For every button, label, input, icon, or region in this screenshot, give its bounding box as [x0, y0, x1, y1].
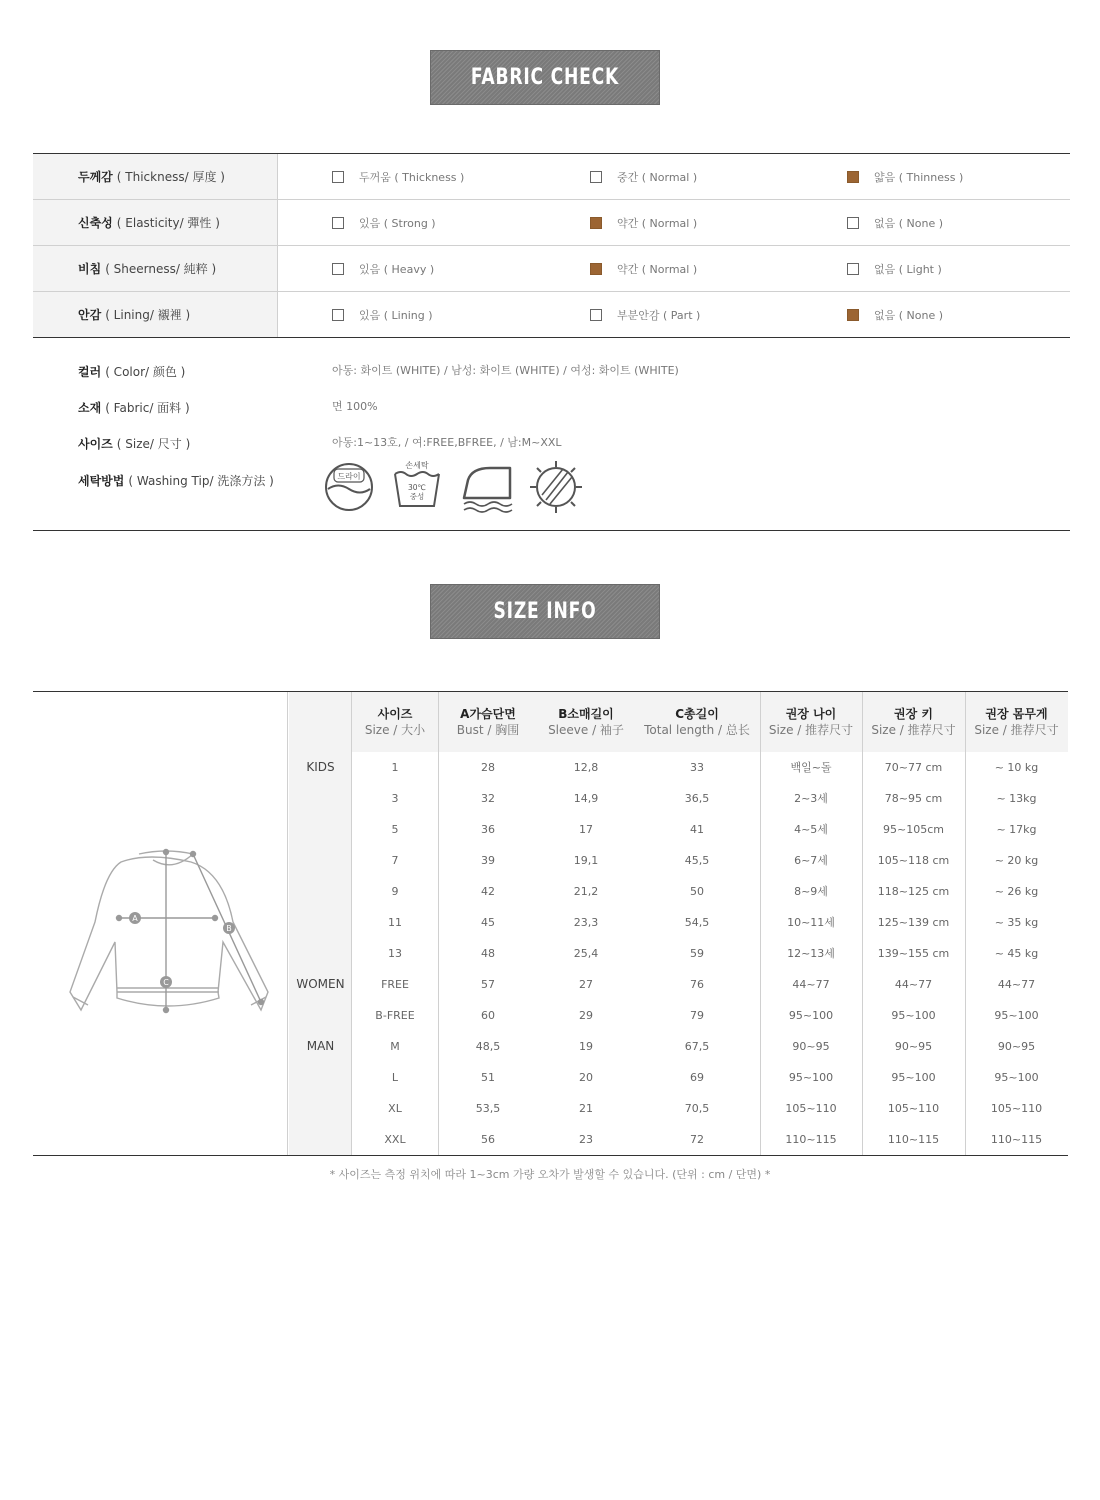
size-table-cell: 1 [391, 761, 399, 774]
size-header-ko: 권장 몸무게 [985, 707, 1048, 721]
info-label-rest: ( Fabric/ 面料 ) [105, 401, 190, 415]
size-table-cell: 118~125 cm [877, 885, 950, 898]
checkbox [332, 263, 344, 275]
fabric-check-title: FABRIC CHECK [470, 65, 620, 90]
fabric-option-label: 있음 ( Lining ) [359, 308, 433, 322]
size-header-ko: C총길이 [675, 707, 719, 721]
size-table-cell: 95~100 [994, 1071, 1039, 1084]
size-table-cell: ~ 17kg [996, 823, 1037, 836]
diagram-label-a: A [132, 914, 138, 923]
size-header-cell [634, 706, 760, 738]
info-fabric-value: 면 100% [332, 400, 378, 413]
fabric-label-ko: 비침 [78, 262, 102, 276]
size-table-cell: 48 [481, 947, 495, 960]
size-header-cell [760, 706, 862, 738]
size-table-cell: 백일~돌 [790, 761, 832, 774]
fabric-option [847, 292, 943, 337]
size-table-cell: 110~115 [887, 1133, 940, 1146]
checkbox-checked [590, 217, 602, 229]
size-header-en: Size / 大小 [364, 723, 426, 737]
size-info-title: SIZE INFO [493, 599, 597, 624]
checkbox-checked [847, 171, 859, 183]
fabric-option-label: 약간 ( Normal ) [617, 262, 698, 276]
fabric-option [590, 292, 700, 337]
checkbox-checked [590, 263, 602, 275]
temp-text: 30℃ [408, 483, 426, 492]
fabric-option-label: 없음 ( None ) [874, 216, 944, 230]
checkbox [332, 171, 344, 183]
size-table-cell: 20 [579, 1071, 593, 1084]
size-table-cell: 56 [481, 1133, 495, 1146]
fabric-option [332, 292, 433, 337]
fabric-option [590, 246, 697, 291]
info-label-ko: 세탁방법 [78, 474, 125, 488]
size-table-cell: 3 [391, 792, 399, 805]
size-table-cell: 42 [481, 885, 495, 898]
size-header-en: Bust / 胸围 [456, 723, 520, 737]
size-table-cell: 44~77 [997, 978, 1036, 991]
size-table-cell: 110~115 [785, 1133, 837, 1146]
size-table-cell: 59 [690, 947, 704, 960]
size-table-cell: 95~100 [788, 1009, 834, 1022]
size-table-cell: 23 [579, 1133, 593, 1146]
size-table-cell: 29 [579, 1009, 593, 1022]
size-table [33, 691, 1068, 1156]
size-table-cell: 72 [690, 1133, 704, 1146]
size-table-cell: 19,1 [573, 854, 599, 867]
fabric-option-label: 있음 ( Heavy ) [359, 262, 435, 276]
sweatshirt-diagram-icon [33, 692, 288, 1155]
low-iron-icon [460, 460, 516, 514]
size-header-ko: 권장 나이 [785, 707, 837, 721]
size-table-cell: 44~77 [792, 978, 830, 991]
info-size-value: 아동:1~13호, / 여:FREE,BFREE, / 남:M~XXL [332, 436, 562, 449]
fabric-label-ko: 안감 [78, 308, 102, 322]
size-table-cell: 90~95 [792, 1040, 830, 1053]
fabric-option-label: 약간 ( Normal ) [617, 216, 698, 230]
size-table-cell: 105~110 [785, 1102, 837, 1115]
checkbox [332, 217, 344, 229]
size-category-label: WOMEN [296, 977, 345, 991]
size-table-cell: 53,5 [475, 1102, 501, 1115]
fabric-row-label [33, 292, 278, 337]
fabric-label-ko: 신축성 [78, 216, 113, 230]
size-table-cell: 105~118 cm [877, 854, 950, 867]
size-table-cell: 6~7세 [794, 854, 828, 867]
size-table-cell: 12,8 [573, 761, 599, 774]
size-header-cell [438, 706, 538, 738]
size-table-cell: ~ 13kg [996, 792, 1037, 805]
size-table-cell: 21 [579, 1102, 593, 1115]
info-color-value: 아동: 화이트 (WHITE) / 남성: 화이트 (WHITE) / 여성: 화이트 (WHITE) [332, 364, 679, 377]
diagram-label-b: B [226, 924, 232, 933]
size-table-cell: 17 [579, 823, 593, 836]
fabric-row-label [33, 154, 278, 199]
fabric-option [332, 154, 464, 199]
fabric-option-label: 있음 ( Strong ) [359, 216, 436, 230]
fabric-option-label: 없음 ( None ) [874, 308, 944, 322]
size-header-en: Total length / 总长 [644, 723, 750, 737]
info-label-ko: 컬러 [78, 365, 102, 379]
checkbox [590, 309, 602, 321]
fabric-label-rest: ( Lining/ 襯裡 ) [105, 308, 191, 322]
fabric-row-thickness [33, 154, 1070, 200]
no-tumble-dry-icon [528, 460, 584, 514]
info-label-ko: 소재 [78, 401, 102, 415]
size-header-en: Sleeve / 袖子 [548, 723, 624, 737]
size-table-cell: 57 [481, 978, 495, 991]
diagram-label-c: C [163, 978, 169, 987]
fabric-option [332, 246, 434, 291]
fabric-row-sheerness [33, 246, 1070, 292]
size-table-cell: 95~100 [788, 1071, 834, 1084]
size-table-cell: 33 [690, 761, 704, 774]
size-header-cell [862, 706, 965, 738]
size-table-cell: 2~3세 [794, 792, 828, 805]
size-table-cell: 5 [391, 823, 399, 836]
size-header-en: Size / 推荐尺寸 [871, 723, 956, 737]
size-table-cell: 36 [481, 823, 495, 836]
size-note: * 사이즈는 측정 위치에 따라 1~3cm 가량 오차가 발생할 수 있습니다. (단위 : cm / 단면) * [329, 1168, 771, 1181]
size-table-cell: 27 [579, 978, 593, 991]
checkbox [590, 171, 602, 183]
size-header-en: Size / 推荐尺寸 [768, 723, 854, 737]
size-table-cell: 44~77 [894, 978, 933, 991]
info-washing-label [78, 472, 274, 489]
fabric-option-label: 두꺼움 ( Thickness ) [359, 170, 465, 184]
info-color-label [78, 363, 185, 380]
size-table-cell: 139~155 cm [877, 947, 950, 960]
fabric-label-rest: ( Sheerness/ 純粹 ) [105, 262, 217, 276]
size-table-cell: XL [388, 1102, 402, 1115]
size-table-cell: 110~115 [990, 1133, 1043, 1146]
fabric-option [847, 246, 942, 291]
size-header-en: Size / 推荐尺寸 [974, 723, 1059, 737]
checkbox [332, 309, 344, 321]
size-table-cell: L [391, 1071, 399, 1084]
size-table-cell: 9 [391, 885, 399, 898]
fabric-check-banner [430, 50, 660, 105]
dry-clean-icon [322, 460, 376, 514]
size-table-cell: 95~105cm [883, 823, 944, 836]
size-table-cell: 39 [481, 854, 495, 867]
size-table-cell: 105~110 [990, 1102, 1043, 1115]
dry-clean-text: 드라이 [337, 472, 361, 481]
fabric-option [590, 200, 697, 245]
fabric-row-label [33, 246, 278, 291]
size-table-cell: ~ 45 kg [994, 947, 1039, 960]
fabric-label-ko: 두께감 [78, 170, 113, 184]
hand-wash-icon [390, 460, 444, 514]
size-table-cell: ~ 26 kg [994, 885, 1039, 898]
checkbox [847, 217, 859, 229]
info-label-rest: ( Size/ 尺寸 ) [116, 437, 191, 451]
size-table-cell: ~ 35 kg [994, 916, 1039, 929]
size-table-cell: 23,3 [573, 916, 599, 929]
size-table-cell: 67,5 [684, 1040, 710, 1053]
size-table-cell: 4~5세 [794, 823, 828, 836]
size-table-cell: ~ 20 kg [994, 854, 1039, 867]
size-table-cell: 95~100 [891, 1071, 936, 1084]
size-table-cell: M [390, 1040, 400, 1053]
info-size-label [78, 435, 190, 452]
size-table-cell: 12~13세 [787, 947, 835, 960]
info-label-rest: ( Washing Tip/ 洗涤方法 ) [128, 474, 274, 488]
fabric-option-label: 얇음 ( Thinness ) [874, 170, 964, 184]
size-info-banner [430, 584, 660, 639]
fabric-option-label: 부분안감 ( Part ) [617, 308, 701, 322]
size-table-cell: 95~100 [891, 1009, 936, 1022]
size-table-cell: 95~100 [994, 1009, 1039, 1022]
size-table-cell: 90~95 [997, 1040, 1036, 1053]
neutral-text: 중성 [409, 492, 425, 501]
info-label-ko: 사이즈 [78, 437, 113, 451]
size-table-cell: 105~110 [887, 1102, 940, 1115]
size-table-cell: 25,4 [573, 947, 599, 960]
size-table-cell: 10~11세 [787, 916, 835, 929]
size-table-cell: 70~77 cm [884, 761, 943, 774]
size-table-cell: 50 [690, 885, 704, 898]
size-header-ko: 사이즈 [377, 707, 413, 721]
fabric-check-table [33, 153, 1070, 338]
size-table-cell: 54,5 [684, 916, 710, 929]
fabric-option-label: 중간 ( Normal ) [617, 170, 698, 184]
size-table-cell: 41 [690, 823, 704, 836]
fabric-label-rest: ( Elasticity/ 彈性 ) [116, 216, 220, 230]
size-table-cell: 13 [388, 947, 402, 960]
size-table-cell: 11 [388, 916, 402, 929]
size-table-cell: B-FREE [375, 1009, 415, 1022]
size-category-label: MAN [306, 1039, 335, 1053]
size-table-cell: XXL [384, 1133, 406, 1146]
info-label-rest: ( Color/ 颜色 ) [105, 365, 186, 379]
size-table-cell: 76 [690, 978, 704, 991]
size-table-cell: 7 [391, 854, 399, 867]
fabric-option [590, 154, 697, 199]
checkbox [847, 263, 859, 275]
size-table-cell: 51 [481, 1071, 495, 1084]
size-table-cell: 32 [481, 792, 495, 805]
size-table-cell: 36,5 [684, 792, 710, 805]
size-table-cell: 28 [481, 761, 495, 774]
info-fabric-label [78, 399, 190, 416]
size-header-ko: A가슴단면 [460, 707, 516, 721]
fabric-option-label: 없음 ( Light ) [874, 262, 942, 276]
size-header-ko: 권장 키 [894, 707, 933, 721]
fabric-row-label [33, 200, 278, 245]
size-table-cell: 21,2 [573, 885, 599, 898]
fabric-row-lining [33, 292, 1070, 337]
fabric-label-rest: ( Thickness/ 厚度 ) [116, 170, 225, 184]
fabric-option [847, 154, 963, 199]
size-table-cell: 48,5 [475, 1040, 501, 1053]
size-table-cell: 60 [481, 1009, 495, 1022]
size-header-ko: B소매길이 [558, 707, 614, 721]
fabric-option [847, 200, 943, 245]
size-table-cell: 79 [690, 1009, 704, 1022]
size-table-cell: 90~95 [894, 1040, 933, 1053]
hand-wash-text: 손세탁 [405, 461, 429, 470]
size-table-cell: 78~95 cm [884, 792, 943, 805]
fabric-row-elasticity [33, 200, 1070, 246]
size-header-cell [538, 706, 634, 738]
size-table-cell: 70,5 [684, 1102, 710, 1115]
garment-diagram [33, 692, 288, 1155]
size-table-cell: 125~139 cm [877, 916, 950, 929]
size-table-cell: 69 [690, 1071, 704, 1084]
size-table-cell: 19 [579, 1040, 593, 1053]
size-header-cell [965, 706, 1068, 738]
size-header-cell [352, 706, 438, 738]
fabric-option [332, 200, 436, 245]
size-table-cell: FREE [381, 978, 409, 991]
size-table-cell: ~ 10 kg [994, 761, 1039, 774]
size-table-cell: 45 [481, 916, 495, 929]
checkbox-checked [847, 309, 859, 321]
size-table-cell: 8~9세 [794, 885, 828, 898]
size-table-cell: 14,9 [573, 792, 599, 805]
size-table-cell: 45,5 [684, 854, 710, 867]
size-category-label: KIDS [306, 760, 335, 774]
